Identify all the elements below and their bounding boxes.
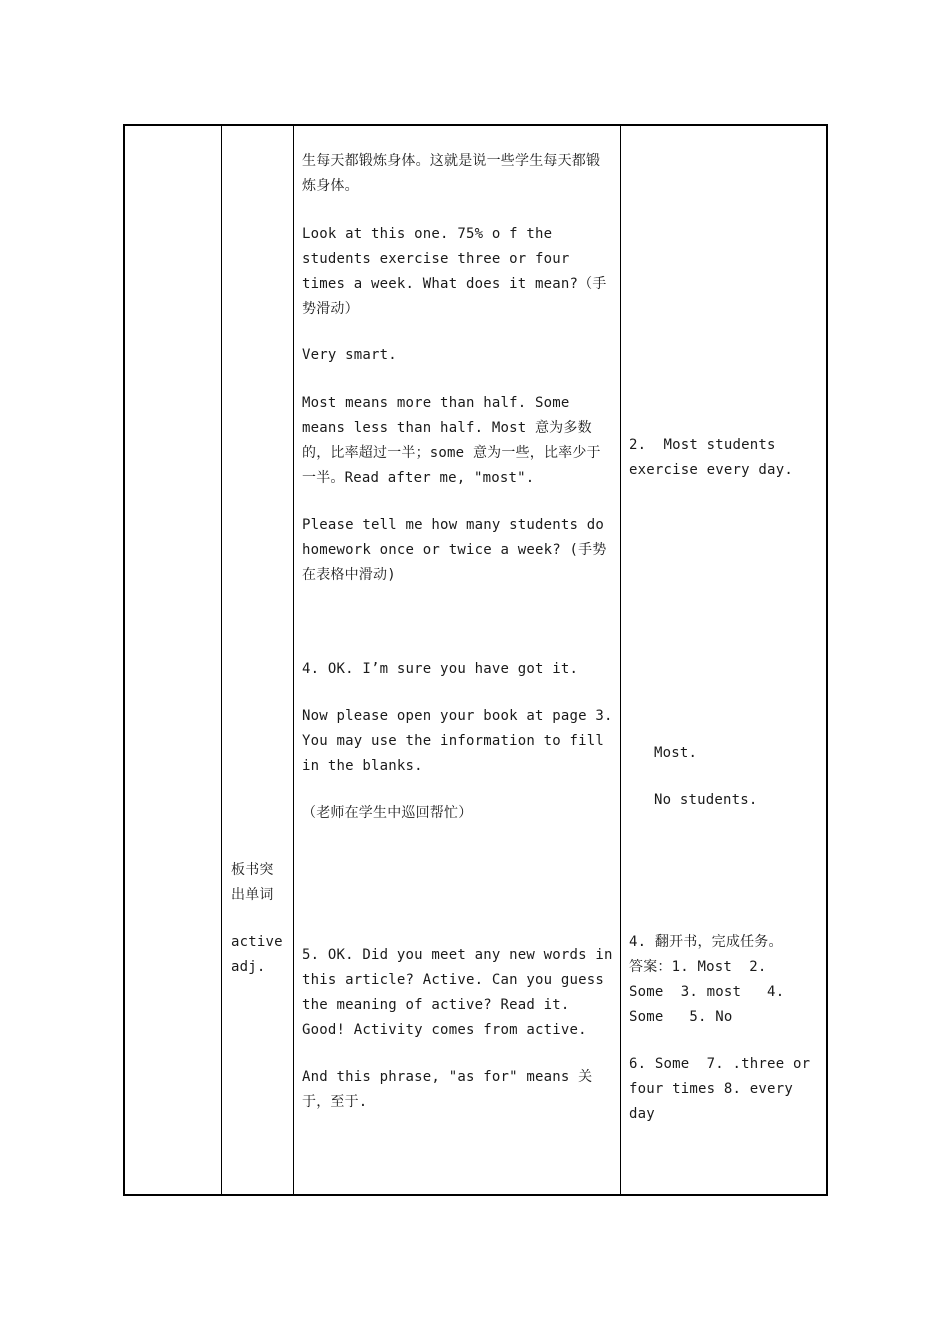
paragraph-3: Very smart.: [302, 347, 397, 363]
paragraph-10: And this phrase, "as for" means 关于，至于.: [302, 1069, 593, 1110]
answer-1: 2. Most students exercise every day.: [629, 437, 793, 478]
paragraph-9: 5. OK. Did you meet any new words in this article? Active. Can you guess the meaning of active? Read it. Good! Activity comes from active.: [302, 947, 622, 1038]
paragraph-4: Most means more than half. Some means less than half. Most 意为多数的，比率超过一半；some 意为一些，比率少于一半。Read after me, "most".: [302, 395, 601, 486]
answer-2: Most.: [654, 745, 698, 761]
paragraph-6: 4. OK. I’m sure you have got it.: [302, 661, 579, 677]
paragraph-1: 生每天都锻炼身体。这就是说一些学生每天都锻炼身体。: [302, 153, 601, 194]
key-word: active adj.: [231, 934, 283, 975]
paragraph-7: Now please open your book at page 3. You may use the information to fill in the blanks.: [302, 708, 622, 774]
answer-3: No students.: [654, 792, 758, 808]
answer-5: 6. Some 7. .three or four times 8. every day: [629, 1056, 811, 1122]
paragraph-8: （老师在学生中巡回帮忙）: [302, 805, 473, 821]
lesson-plan-table: [123, 124, 828, 1196]
answer-4: 4. 翻开书，完成任务。 答案：1. Most 2. Some 3. most 4. Some 5. No: [629, 934, 785, 1025]
teacher-activity-cell: [294, 126, 620, 1194]
student-activity-cell: [621, 126, 828, 1194]
column-1-cell: [125, 126, 221, 1194]
paragraph-2: Look at this one. 75% o f the students exercise three or four times a week. What does it mean?（手势滑动）: [302, 226, 607, 317]
paragraph-5: Please tell me how many students do homework once or twice a week? (手势在表格中滑动): [302, 517, 613, 583]
column-2-cell: [222, 126, 293, 1194]
board-note: 板书突 出单词: [231, 862, 274, 903]
